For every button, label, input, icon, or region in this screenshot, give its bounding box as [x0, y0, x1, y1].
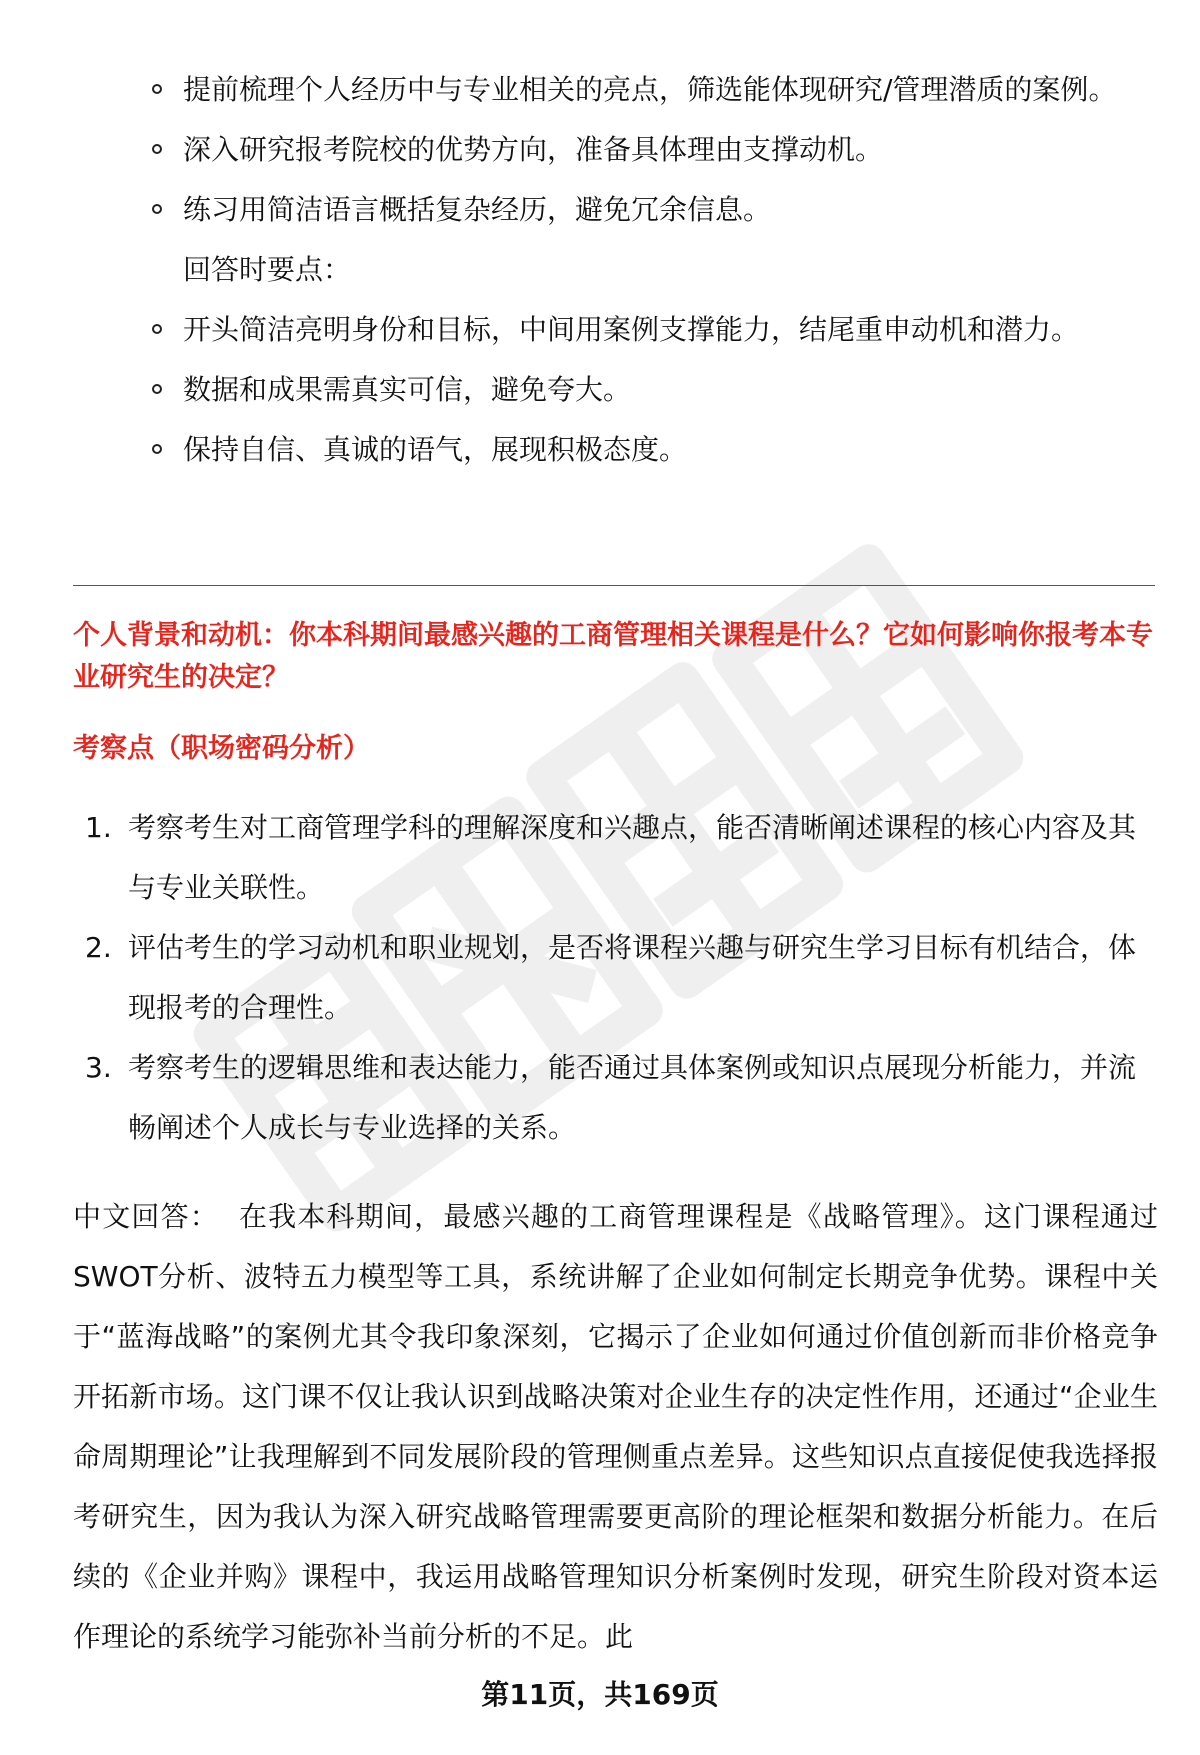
- assessment-points-list: [85, 798, 1160, 1158]
- list-item: [150, 420, 1150, 480]
- list-item-number: 3.: [85, 1051, 112, 1084]
- answer-points-label: 回答时要点：: [183, 253, 352, 286]
- list-item-text: 评估考生的学习动机和职业规划，是否将课程兴趣与研究生学习目标有机结合，体现报考的合理性。: [128, 931, 1137, 1024]
- section-title: 考察点（职场密码分析）: [73, 733, 370, 764]
- page-number-footer: 第11页，共169页: [481, 1678, 719, 1711]
- answer-label: 中文回答：: [73, 1200, 219, 1233]
- list-item-number: 1.: [85, 811, 112, 844]
- list-item-text: 提前梳理个人经历中与专业相关的亮点，筛选能体现研究/管理潜质的案例。: [183, 73, 1117, 106]
- list-item: [85, 1038, 1160, 1158]
- hollow-bullet-icon: [152, 84, 162, 94]
- list-item: [150, 60, 1150, 120]
- list-item: [150, 360, 1150, 420]
- hollow-bullet-icon: [152, 324, 162, 334]
- preparation-tips-list: [150, 60, 1150, 480]
- list-item: [150, 300, 1150, 360]
- question-heading: 个人背景和动机：你本科期间最感兴趣的工商管理相关课程是什么？它如何影响你报考本专业研究生的决定？: [73, 620, 1153, 693]
- list-item-text: 考察考生对工商管理学科的理解深度和兴趣点，能否清晰阐述课程的核心内容及其与专业关联性。: [128, 811, 1137, 904]
- answer-text: 在我本科期间，最感兴趣的工商管理课程是《战略管理》。这门课程通过SWOT分析、波特五力模型等工具，系统讲解了企业如何制定长期竞争优势。课程中关于“蓝海战略”的案例尤其令我印象深刻，它揭示了企业如何通过价值创新而非价格竞争开拓新市场。这门课不仅让我认识到战略决策对企业生存的决定性作用，还通过“企业生命周期理论”让我理解到不同发展阶段的管理侧重点差异。这些知识点直接促使我选择报考研究生，因为我认为深入研究战略管理需要更高阶的理论框架和数据分析能力。在后续的《企业并购》课程中，我运用战略管理知识分析案例时发现，研究生阶段对资本运作理论的系统学习能弥补当前分析的不足。此: [73, 1200, 1158, 1653]
- list-item-number: 2.: [85, 931, 112, 964]
- list-item-text: 深入研究报考院校的优势方向，准备具体理由支撑动机。: [183, 133, 884, 166]
- hollow-bullet-icon: [152, 144, 162, 154]
- section-divider: [73, 585, 1155, 586]
- list-item: [150, 180, 1150, 240]
- list-item: [85, 918, 1160, 1038]
- list-item-text: 保持自信、真诚的语气，展现积极态度。: [183, 433, 688, 466]
- hollow-bullet-icon: [152, 444, 162, 454]
- list-item-text: 练习用简洁语言概括复杂经历，避免冗余信息。: [183, 193, 772, 226]
- hollow-bullet-icon: [152, 384, 162, 394]
- list-item: [150, 120, 1150, 180]
- list-item: [85, 798, 1160, 918]
- list-item-text: 开头简洁亮明身份和目标，中间用案例支撑能力，结尾重申动机和潜力。: [183, 313, 1080, 346]
- hollow-bullet-icon: [152, 204, 162, 214]
- list-item-text: 考察考生的逻辑思维和表达能力，能否通过具体案例或知识点展现分析能力，并流畅阐述个人成长与专业选择的关系。: [128, 1051, 1137, 1144]
- answer-paragraph: [73, 1187, 1158, 1667]
- list-item-text: 数据和成果需真实可信，避免夸大。: [183, 373, 632, 406]
